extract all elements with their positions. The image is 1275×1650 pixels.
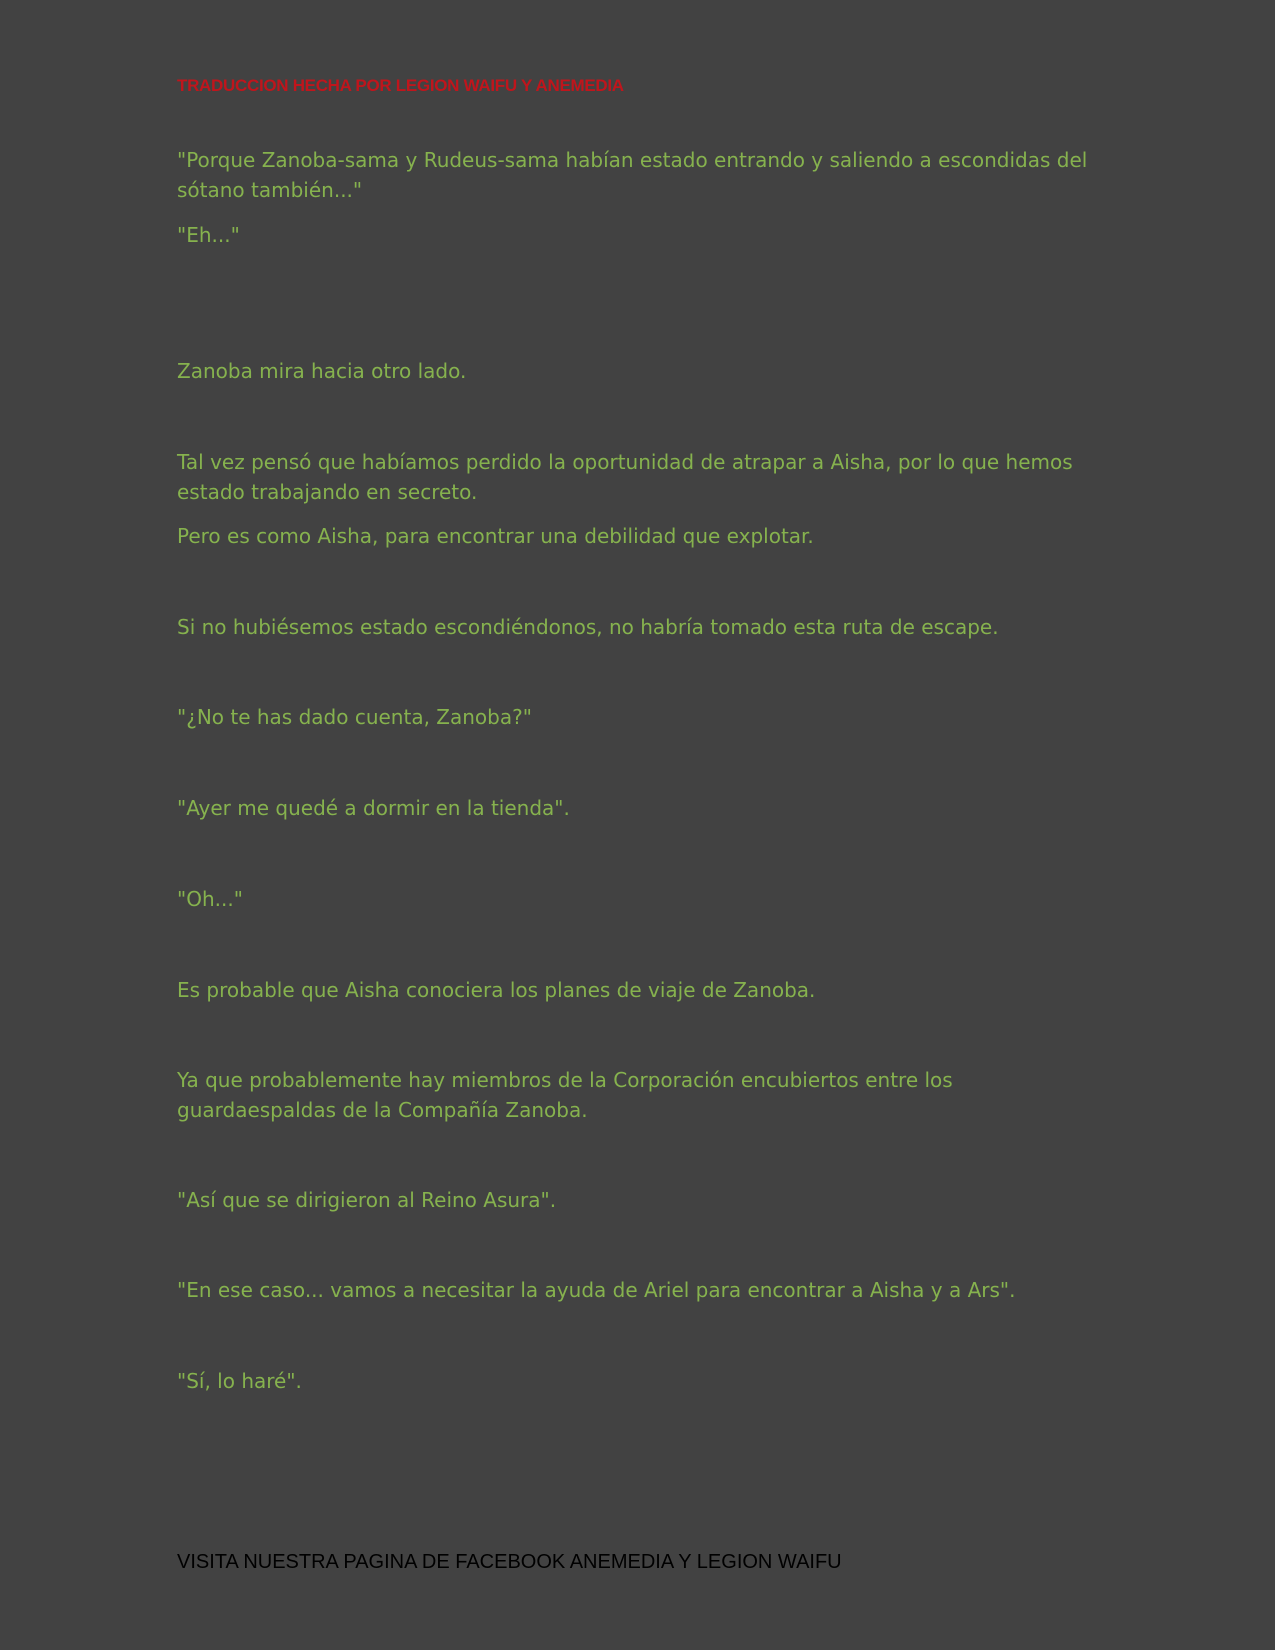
translation-credit-header: TRADUCCION HECHA POR LEGION WAIFU Y ANEMEDIA [177,76,624,95]
paragraph-4: Tal vez pensó que habíamos perdido la oportunidad de atrapar a Aisha, por lo que hemos estado trabajando en secreto. [177,450,1073,504]
paragraph-9: "Oh..." [177,887,243,911]
paragraph-7: "¿No te has dado cuenta, Zanoba?" [177,705,532,729]
paragraph-3: Zanoba mira hacia otro lado. [177,359,467,383]
paragraph-1: "Porque Zanoba-sama y Rudeus-sama habían estado entrando y saliendo a escondidas del sótano también..." [177,148,1088,202]
paragraph-12: "Así que se dirigieron al Reino Asura". [177,1188,557,1212]
paragraph-10: Es probable que Aisha conociera los planes de viaje de Zanoba. [177,978,816,1002]
paragraph-11: Ya que probablemente hay miembros de la Corporación encubiertos entre los guardaespaldas de la Compañía Zanoba. [177,1068,953,1122]
paragraph-5: Pero es como Aisha, para encontrar una debilidad que explotar. [177,524,814,548]
paragraph-6: Si no hubiésemos estado escondiéndonos, no habría tomado esta ruta de escape. [177,615,999,639]
paragraph-13: "En ese caso... vamos a necesitar la ayuda de Ariel para encontrar a Aisha y a Ars". [177,1278,1016,1302]
paragraph-14: "Sí, lo haré". [177,1369,302,1393]
paragraph-8: "Ayer me quedé a dormir en la tienda". [177,796,570,820]
facebook-page-footer: VISITA NUESTRA PAGINA DE FACEBOOK ANEMEDIA Y LEGION WAIFU [177,1551,842,1573]
paragraph-2: "Eh..." [177,223,240,247]
